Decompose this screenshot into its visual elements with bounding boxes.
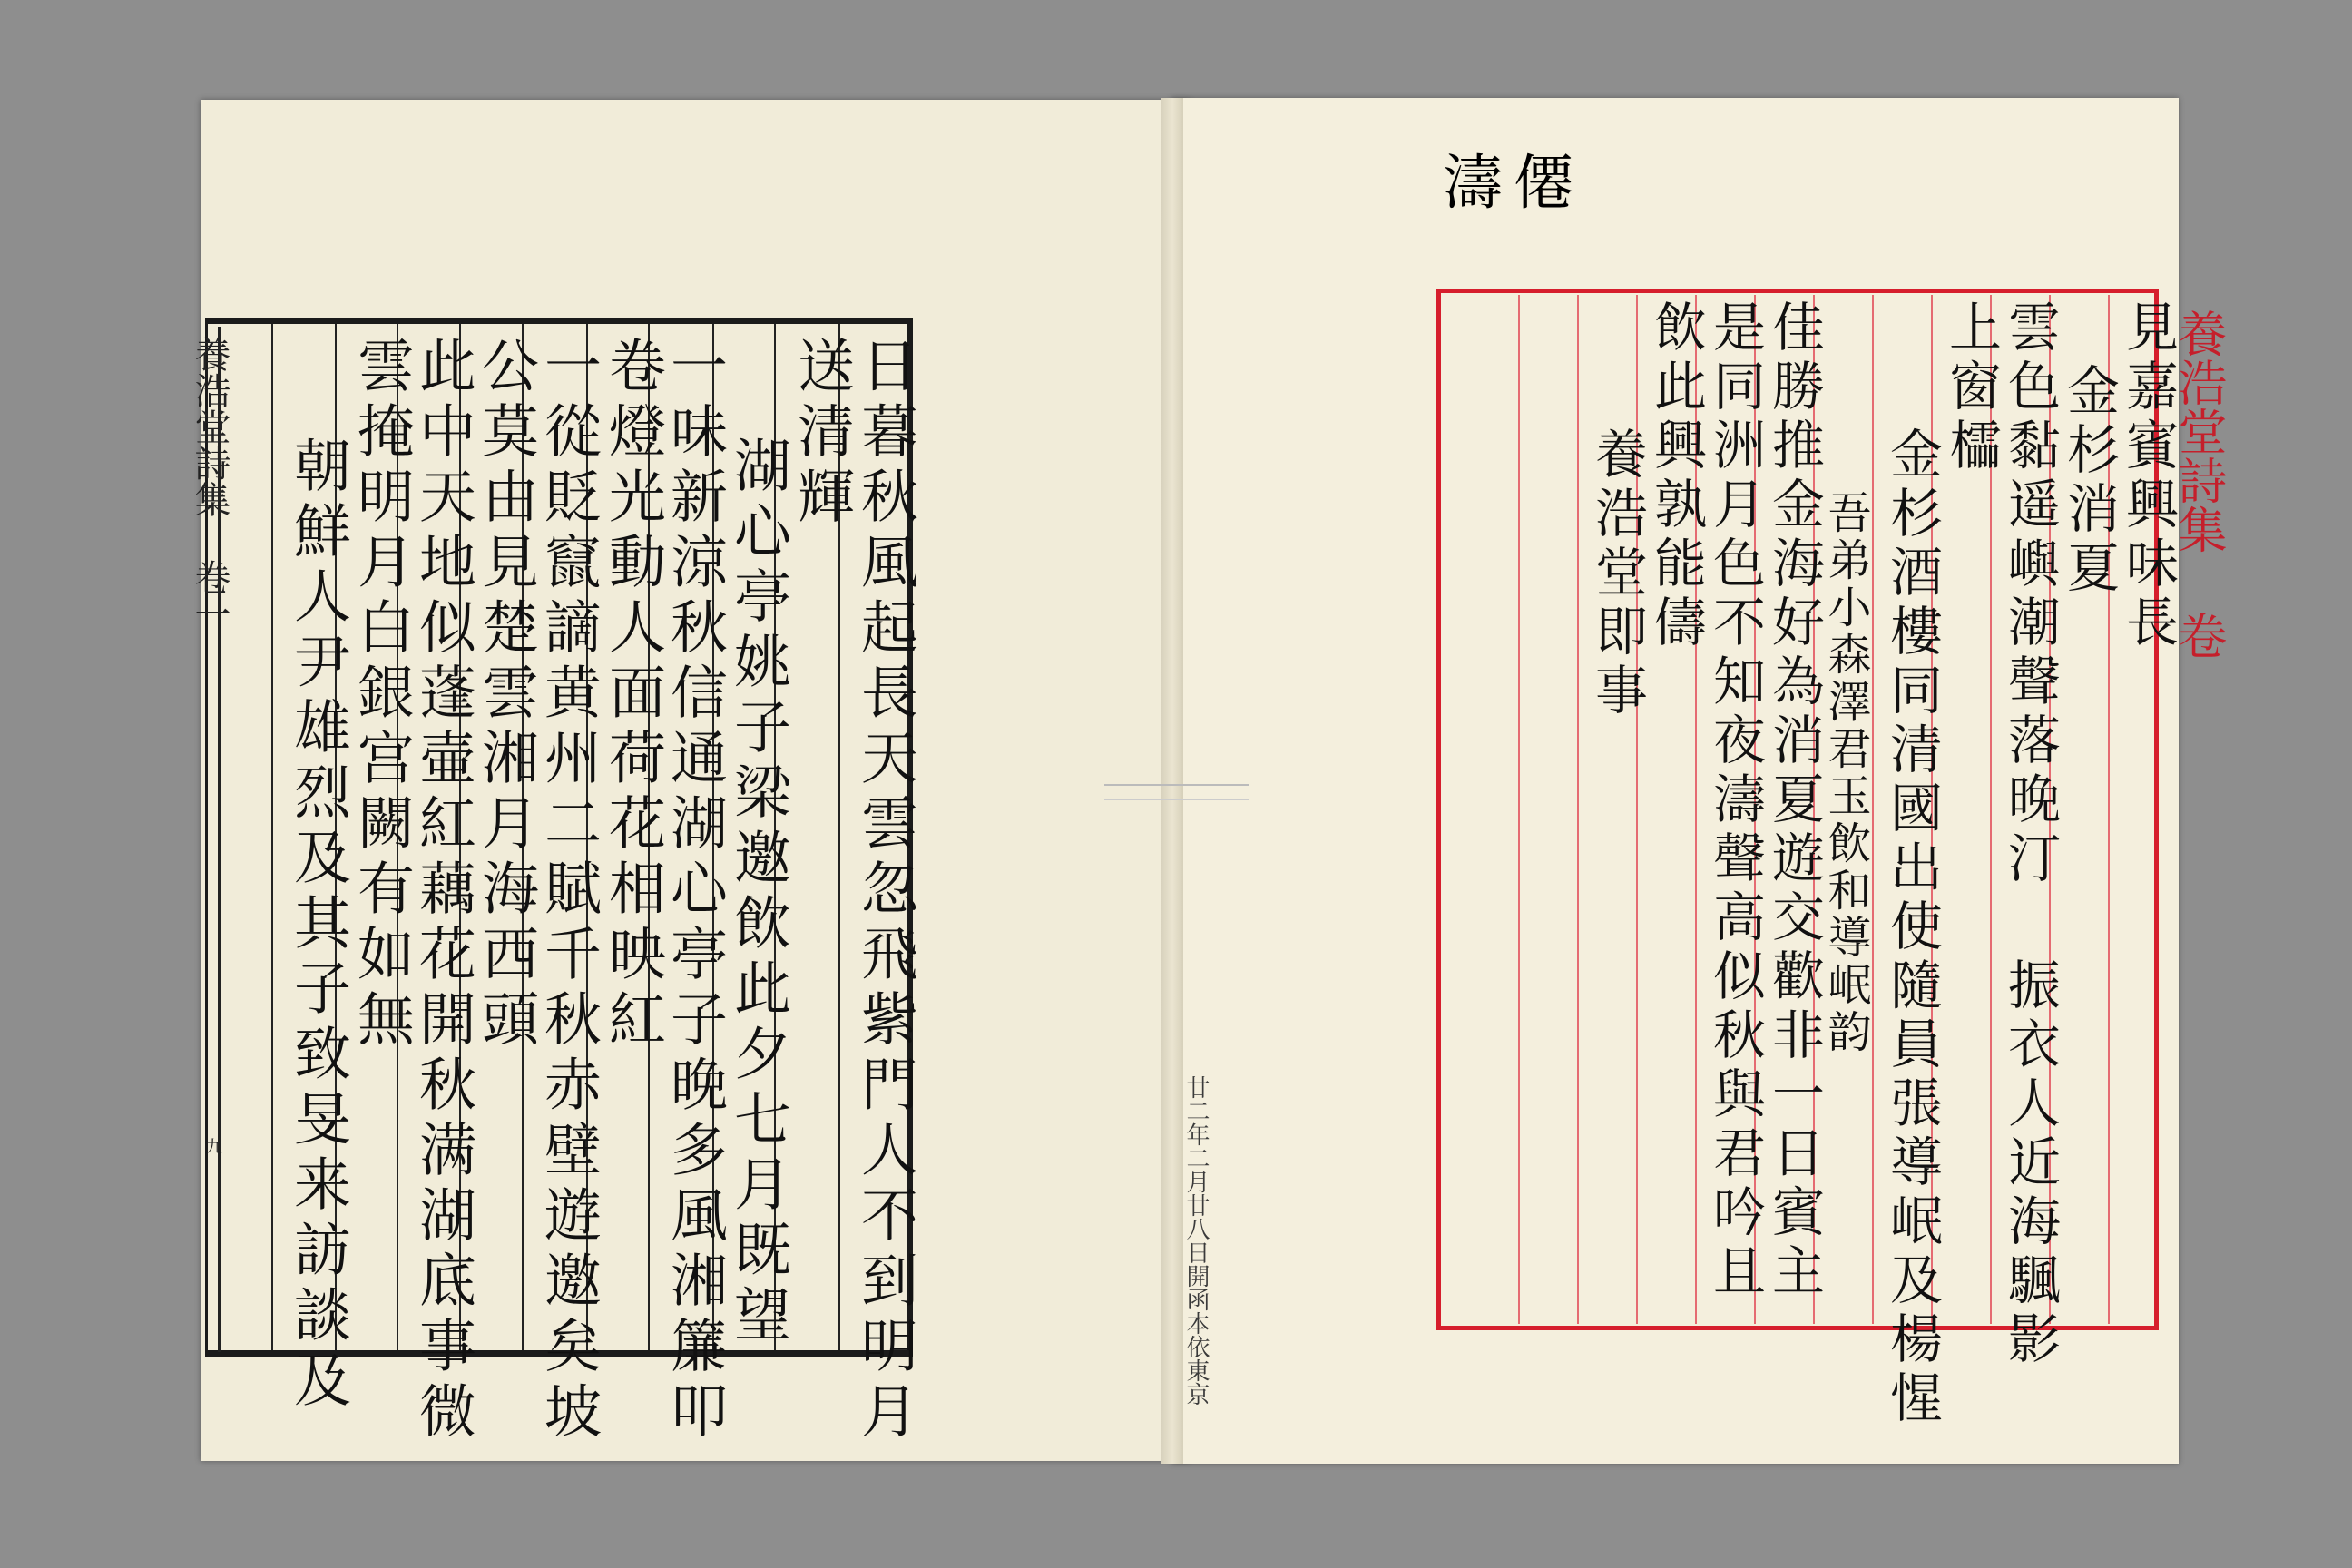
poem-line: 公莫由見楚雲湘月海西頭 — [473, 336, 539, 1054]
poem-line: 此中天地似蓬壷紅藕花開秋满湖底事微 — [410, 336, 476, 1446]
poem-line: 飲此興孰能儔 — [1645, 299, 1707, 653]
poem-line: 送清輝 — [789, 336, 855, 532]
poem-line: 卷燈光動人面荷花相映紅 — [600, 336, 666, 1054]
poem-title: 朝鮮人尹雄烈及其子致旻来訪談及 — [285, 436, 351, 1416]
poem-title: 湖心亭姚子梁邀飲此夕七月既望 — [725, 436, 791, 1350]
column-rule — [271, 324, 273, 1350]
right-edge-title: 養浩堂詩集 卷 — [2171, 309, 2228, 660]
poem-line: 上窗櫺 — [1940, 299, 2002, 476]
poem-line: 雲色黏遥嶼潮聲落晚汀 振衣人近海颿影 — [1999, 299, 2061, 1370]
folio-number: 九 — [203, 1138, 222, 1154]
poem-title: 吾弟小森澤君玉飲和導岷韵 — [1820, 490, 1871, 1056]
pencil-annotation: 廿二年二月廿八日開函本依東京 — [1182, 1075, 1210, 1406]
poem-line: 日暮秋風起長天雲忽飛紫門人不到明月 — [852, 336, 918, 1446]
poem-line: 一從貶竄謫黄州二賦千秋赤壁遊邀矣坡 — [535, 336, 602, 1446]
poem-title: 金杉酒樓同清國出使隨員張導岷及楊惺 — [1881, 426, 1943, 1429]
poem-line: 雲掩明月白銀宫闕有如無 — [348, 336, 415, 1054]
binding-thread — [1104, 784, 1250, 800]
poem-line: 佳勝推金海好為消夏遊交歡非一日賓主 — [1763, 299, 1825, 1302]
poem-line: 是同洲月色不知夜濤聲高似秋與君吟且 — [1704, 299, 1766, 1302]
poem-title: 金杉消夏 — [2058, 363, 2120, 599]
left-margin-title: 養浩堂詩集 卷一 — [189, 336, 230, 632]
poem-line: 見嘉賓興味長 — [2117, 299, 2179, 653]
poem-line: 一味新涼秋信通湖心亭子晚多風湘簾叩 — [662, 336, 728, 1446]
poem-title: 養浩堂即事 — [1586, 426, 1648, 721]
column-rule — [1518, 295, 1520, 1324]
page-header: 濤僊 — [1443, 148, 1584, 218]
